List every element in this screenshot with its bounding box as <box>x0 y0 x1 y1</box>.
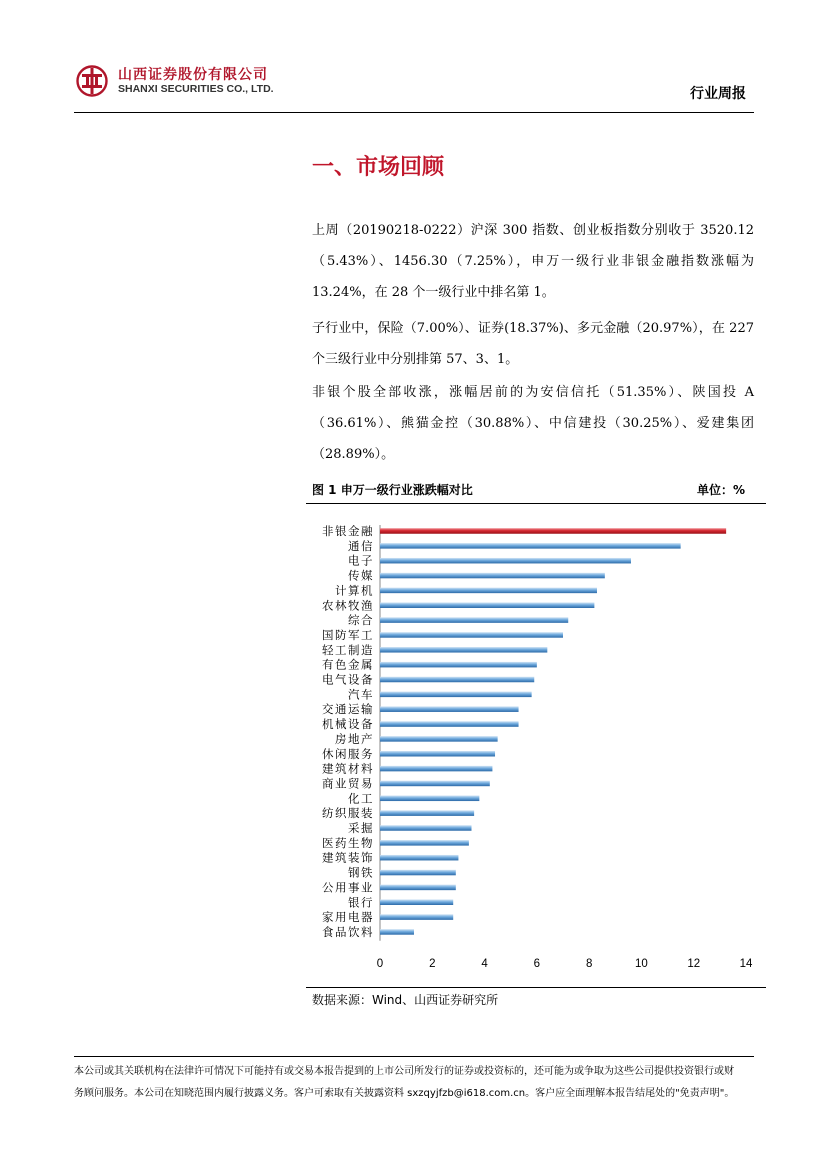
footer-divider <box>74 1056 754 1057</box>
figure-title: 图 1 申万一级行业涨跌幅对比 <box>312 483 473 497</box>
company-name-en: SHANXI SECURITIES CO., LTD. <box>118 83 274 95</box>
company-name-cn: 山西证券股份有限公司 <box>118 67 268 83</box>
bar <box>380 914 453 920</box>
paragraph-subindustry: 子行业中，保险（7.00%）、证券(18.37%)、多元金融（20.97%），在 227 个三级行业中分别排第 57、3、1。 <box>312 321 754 367</box>
bar <box>380 706 519 712</box>
x-tick-label: 4 <box>481 958 488 970</box>
bar <box>380 558 631 564</box>
bar <box>380 543 681 549</box>
bar <box>380 721 519 727</box>
category-label: 汽车 <box>348 687 374 702</box>
category-label: 医药生物 <box>322 835 374 850</box>
bar <box>380 796 479 802</box>
paragraph-top-stocks: 非银个股全部收涨，涨幅居前的为安信信托（51.35%）、陕国投 A（36.61%）、熊猫金控（30.88%）、中信建投（30.25%）、爱建集团（28.89%）。 <box>312 385 754 462</box>
category-label: 计算机 <box>335 583 374 598</box>
x-tick-label: 12 <box>687 958 701 970</box>
figure-source: 数据来源：Wind、山西证券研究所 <box>312 993 499 1007</box>
x-tick-label: 2 <box>429 958 436 970</box>
bar <box>380 870 456 876</box>
report-type-label: 行业周报 <box>690 86 746 102</box>
bar <box>380 840 469 846</box>
x-tick-label: 10 <box>635 958 648 970</box>
category-label: 轻工制造 <box>322 642 374 657</box>
category-label: 化工 <box>348 791 374 806</box>
bar <box>380 692 532 698</box>
category-label: 传媒 <box>348 568 374 583</box>
category-label: 交通运输 <box>322 702 374 717</box>
category-label: 农林牧渔 <box>322 598 374 613</box>
category-label: 纺织服装 <box>322 806 374 821</box>
category-label: 电子 <box>348 553 374 568</box>
category-label: 食品饮料 <box>322 924 374 939</box>
x-tick-label: 8 <box>585 958 593 970</box>
paragraph-market-summary: 上周（20190218-0222）沪深 300 指数、创业板指数分别收于 3520.12（5.43%）、1456.30（7.25%），申万一级行业非银金融指数涨幅为 13.24%，在 28 个一级行业中排名第 1。 <box>312 223 754 300</box>
bar <box>380 647 547 653</box>
bar <box>380 677 534 683</box>
bar <box>380 855 458 861</box>
category-label: 通信 <box>348 538 374 553</box>
bar <box>380 885 456 891</box>
category-label: 房地产 <box>335 731 374 746</box>
bar <box>380 662 537 668</box>
figure-top-rule <box>306 503 766 504</box>
shanxi-securities-logo-icon <box>76 65 108 97</box>
footer-disclaimer <box>74 1061 758 1105</box>
industry-return-bar-chart <box>306 508 766 988</box>
bar <box>380 900 453 906</box>
bar <box>380 632 563 638</box>
figure-bottom-rule <box>306 987 766 988</box>
x-tick-label: 14 <box>739 958 753 970</box>
bar <box>380 781 490 787</box>
footer-disclaimer-line-2: 务顾问服务。本公司在知晓范围内履行披露义务。客户可索取有关披露资料 sxzqyjfzb@i618.com.cn。客户应全面理解本报告结尾处的"免责声明"。 <box>74 1088 735 1099</box>
bar <box>380 617 568 623</box>
category-label: 采掘 <box>348 821 374 835</box>
bar <box>380 751 495 757</box>
category-label: 休闲服务 <box>322 746 374 761</box>
footer-disclaimer-line-1: 本公司或其关联机构在法律许可情况下可能持有或交易本报告提到的上市公司所发行的证券或投资标的，还可能为或争取为这些公司提供投资银行或财 <box>74 1066 734 1077</box>
category-label: 银行 <box>348 895 374 910</box>
category-label: 钢铁 <box>348 865 374 880</box>
category-label: 机械设备 <box>322 717 374 732</box>
x-tick-label: 6 <box>533 958 541 970</box>
bar <box>380 929 414 935</box>
category-label: 有色金属 <box>322 657 374 672</box>
category-label: 公用事业 <box>322 880 374 895</box>
category-label: 商业贸易 <box>322 776 374 791</box>
category-label: 建筑材料 <box>322 761 374 776</box>
category-label: 综合 <box>348 613 374 628</box>
bar <box>380 825 472 831</box>
bar <box>380 810 474 816</box>
bar <box>380 736 498 742</box>
bar <box>380 573 605 579</box>
figure-unit: 单位：% <box>697 483 746 497</box>
x-tick-label: 0 <box>376 958 384 970</box>
bar <box>380 603 594 609</box>
category-label: 国防军工 <box>322 627 374 642</box>
category-label: 电气设备 <box>322 672 374 687</box>
category-label: 非银金融 <box>322 524 374 538</box>
category-label: 建筑装饰 <box>322 850 374 865</box>
category-label: 家用电器 <box>322 910 374 925</box>
section-title: 一、市场回顾 <box>312 155 445 180</box>
bar <box>380 588 597 594</box>
bar <box>380 528 726 534</box>
bar <box>380 766 492 772</box>
header-divider <box>74 112 754 113</box>
